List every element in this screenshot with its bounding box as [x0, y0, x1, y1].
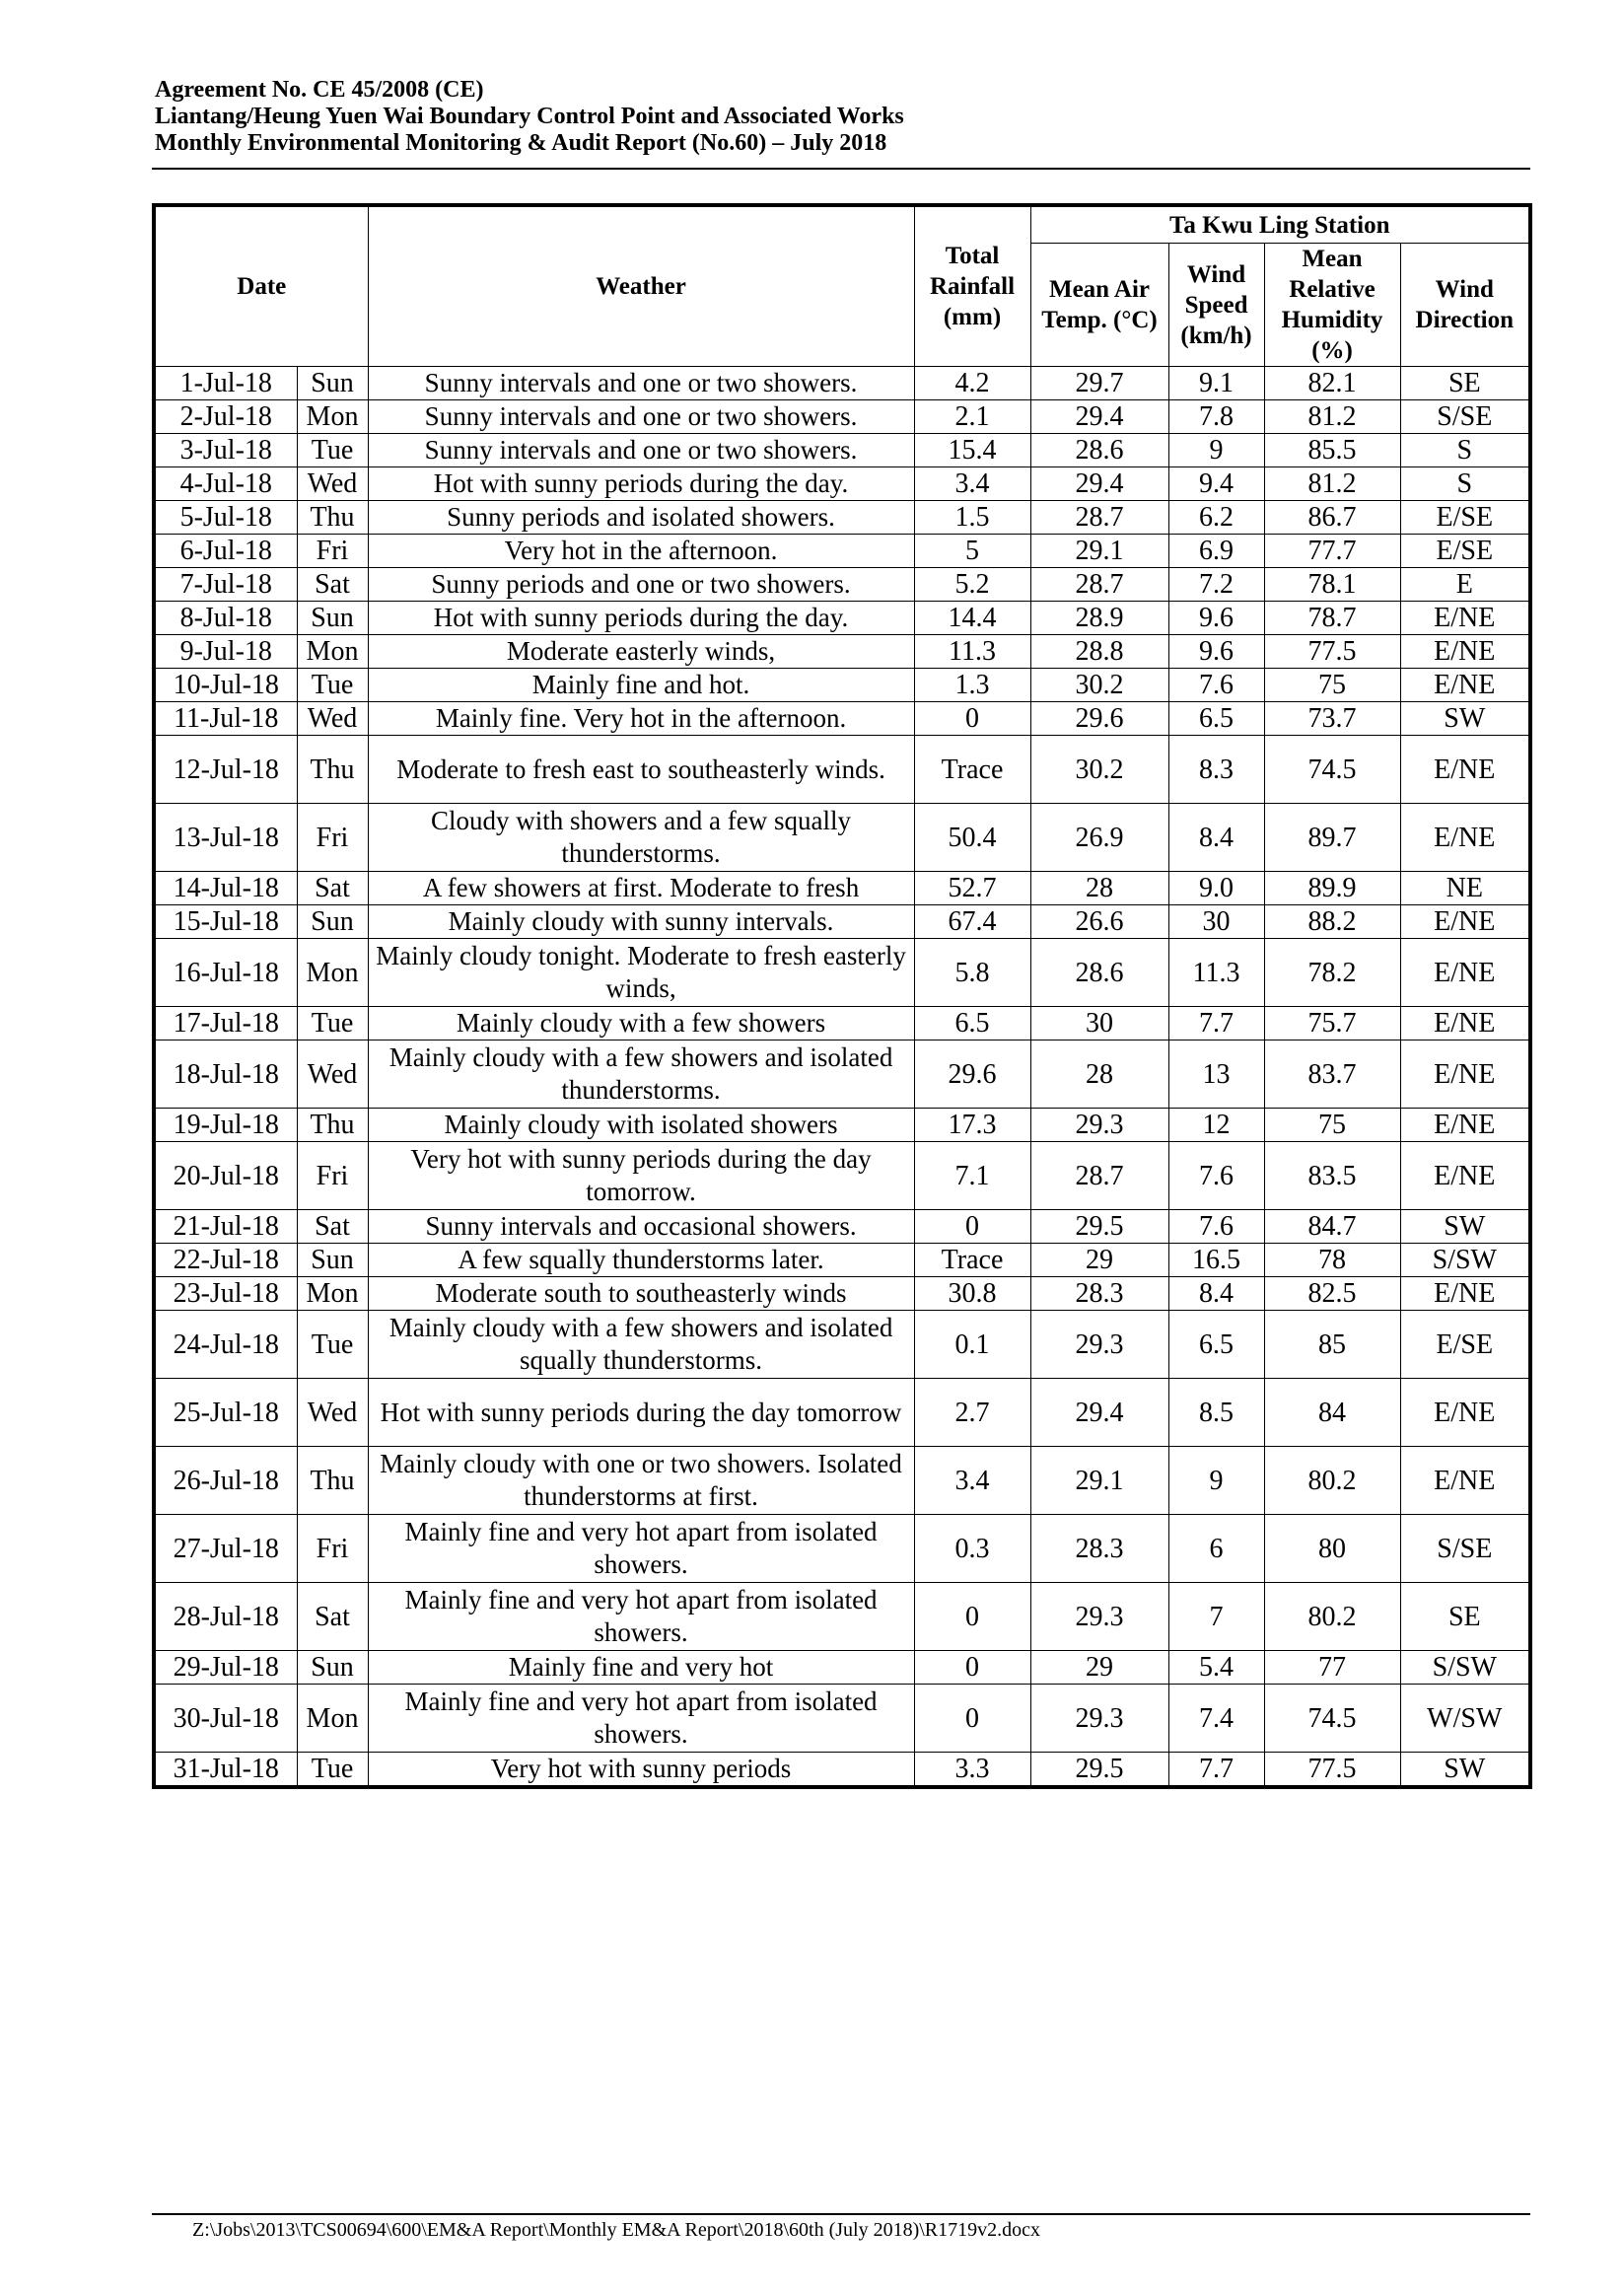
cell-temp: 29.3	[1030, 1685, 1168, 1753]
cell-wind-direction: E/NE	[1400, 635, 1530, 669]
cell-wind-direction: E/NE	[1400, 905, 1530, 939]
cell-humidity: 80	[1264, 1515, 1400, 1583]
cell-rainfall: 52.7	[914, 872, 1030, 905]
cell-wind-direction: S	[1400, 434, 1530, 467]
cell-wind-speed: 7.7	[1168, 1753, 1264, 1788]
cell-humidity: 86.7	[1264, 501, 1400, 535]
cell-humidity: 89.9	[1264, 872, 1400, 905]
table-row	[154, 568, 1530, 602]
cell-wind-direction: W/SW	[1400, 1685, 1530, 1753]
cell-day: Wed	[297, 467, 368, 501]
cell-humidity: 75	[1264, 669, 1400, 702]
cell-temp: 30.2	[1030, 736, 1168, 804]
cell-weather: Hot with sunny periods during the day.	[368, 602, 914, 635]
cell-wind-speed: 7.4	[1168, 1685, 1264, 1753]
cell-humidity: 83.5	[1264, 1142, 1400, 1210]
cell-temp: 29.4	[1030, 1379, 1168, 1447]
cell-wind-speed: 7.7	[1168, 1007, 1264, 1040]
cell-wind-speed: 12	[1168, 1109, 1264, 1142]
cell-day: Sun	[297, 367, 368, 400]
cell-day: Tue	[297, 434, 368, 467]
table-row	[154, 939, 1530, 1007]
cell-date: 30-Jul-18	[154, 1685, 297, 1753]
cell-humidity: 77.5	[1264, 1753, 1400, 1788]
cell-wind-direction: SW	[1400, 1210, 1530, 1244]
table-row	[154, 1583, 1530, 1651]
cell-rainfall: Trace	[914, 1244, 1030, 1277]
cell-humidity: 81.2	[1264, 467, 1400, 501]
table-row	[154, 602, 1530, 635]
header-station: Ta Kwu Ling Station	[1030, 205, 1530, 244]
agreement-number: Agreement No. CE 45/2008 (CE)	[155, 77, 484, 103]
cell-temp: 28.3	[1030, 1277, 1168, 1311]
cell-day: Tue	[297, 1753, 368, 1788]
table-row	[154, 535, 1530, 568]
cell-temp: 30	[1030, 1007, 1168, 1040]
cell-humidity: 75.7	[1264, 1007, 1400, 1040]
cell-weather: Mainly cloudy tonight. Moderate to fresh easterly winds,	[368, 939, 914, 1007]
cell-wind-speed: 7	[1168, 1583, 1264, 1651]
cell-weather: Moderate south to southeasterly winds	[368, 1277, 914, 1311]
cell-temp: 28.9	[1030, 602, 1168, 635]
cell-wind-direction: S/SW	[1400, 1651, 1530, 1685]
cell-humidity: 84.7	[1264, 1210, 1400, 1244]
cell-rainfall: 50.4	[914, 804, 1030, 872]
cell-wind-direction: E/NE	[1400, 1142, 1530, 1210]
table-row	[154, 804, 1530, 872]
header-date: Date	[154, 205, 368, 367]
cell-date: 24-Jul-18	[154, 1311, 297, 1379]
cell-date: 14-Jul-18	[154, 872, 297, 905]
cell-wind-direction: E/NE	[1400, 1447, 1530, 1515]
cell-wind-direction: SW	[1400, 702, 1530, 736]
cell-wind-speed: 7.2	[1168, 568, 1264, 602]
footer-rule	[152, 2213, 1530, 2215]
cell-wind-direction: E/NE	[1400, 1007, 1530, 1040]
cell-date: 6-Jul-18	[154, 535, 297, 568]
cell-weather: Very hot in the afternoon.	[368, 535, 914, 568]
table-row	[154, 669, 1530, 702]
cell-temp: 28.6	[1030, 939, 1168, 1007]
cell-temp: 29.1	[1030, 535, 1168, 568]
cell-date: 19-Jul-18	[154, 1109, 297, 1142]
cell-humidity: 78.1	[1264, 568, 1400, 602]
cell-wind-direction: S/SE	[1400, 400, 1530, 434]
cell-weather: Mainly fine. Very hot in the afternoon.	[368, 702, 914, 736]
cell-humidity: 77.5	[1264, 635, 1400, 669]
cell-date: 29-Jul-18	[154, 1651, 297, 1685]
header-humidity: Mean Relative Humidity (%)	[1264, 244, 1400, 367]
cell-rainfall: 17.3	[914, 1109, 1030, 1142]
cell-day: Sun	[297, 1651, 368, 1685]
cell-date: 4-Jul-18	[154, 467, 297, 501]
table-row	[154, 1515, 1530, 1583]
cell-temp: 29.3	[1030, 1311, 1168, 1379]
cell-day: Wed	[297, 1040, 368, 1109]
cell-wind-direction: S/SW	[1400, 1244, 1530, 1277]
cell-weather: Very hot with sunny periods during the day tomorrow.	[368, 1142, 914, 1210]
cell-wind-speed: 7.6	[1168, 1210, 1264, 1244]
cell-date: 20-Jul-18	[154, 1142, 297, 1210]
table-row	[154, 1244, 1530, 1277]
cell-weather: Mainly fine and very hot apart from isolated showers.	[368, 1515, 914, 1583]
cell-day: Wed	[297, 1379, 368, 1447]
cell-wind-direction: S	[1400, 467, 1530, 501]
cell-rainfall: 0.3	[914, 1515, 1030, 1583]
table-row	[154, 1651, 1530, 1685]
cell-temp: 29.5	[1030, 1210, 1168, 1244]
cell-wind-speed: 6	[1168, 1515, 1264, 1583]
cell-date: 3-Jul-18	[154, 434, 297, 467]
table-row	[154, 1379, 1530, 1447]
cell-temp: 28.8	[1030, 635, 1168, 669]
cell-weather: Mainly fine and hot.	[368, 669, 914, 702]
cell-temp: 30.2	[1030, 669, 1168, 702]
cell-date: 12-Jul-18	[154, 736, 297, 804]
cell-date: 1-Jul-18	[154, 367, 297, 400]
cell-day: Wed	[297, 702, 368, 736]
cell-humidity: 82.1	[1264, 367, 1400, 400]
cell-wind-direction: E/NE	[1400, 669, 1530, 702]
cell-weather: Mainly cloudy with isolated showers	[368, 1109, 914, 1142]
cell-wind-speed: 9	[1168, 434, 1264, 467]
cell-date: 11-Jul-18	[154, 702, 297, 736]
table-row	[154, 736, 1530, 804]
table-row	[154, 1040, 1530, 1109]
header-rule	[152, 168, 1530, 170]
cell-weather: Mainly cloudy with sunny intervals.	[368, 905, 914, 939]
cell-day: Sun	[297, 1244, 368, 1277]
cell-day: Sat	[297, 1210, 368, 1244]
cell-weather: Mainly fine and very hot	[368, 1651, 914, 1685]
cell-wind-direction: E/NE	[1400, 1040, 1530, 1109]
cell-rainfall: 0	[914, 1583, 1030, 1651]
cell-wind-direction: E/NE	[1400, 602, 1530, 635]
table-row	[154, 1753, 1530, 1788]
table-row	[154, 1447, 1530, 1515]
cell-wind-speed: 30	[1168, 905, 1264, 939]
cell-rainfall: 3.3	[914, 1753, 1030, 1788]
cell-wind-direction: E/NE	[1400, 939, 1530, 1007]
cell-temp: 28.7	[1030, 501, 1168, 535]
cell-humidity: 74.5	[1264, 1685, 1400, 1753]
cell-temp: 29.3	[1030, 1109, 1168, 1142]
cell-weather: Moderate easterly winds,	[368, 635, 914, 669]
cell-day: Mon	[297, 1277, 368, 1311]
table-row	[154, 872, 1530, 905]
cell-wind-speed: 6.5	[1168, 702, 1264, 736]
cell-wind-speed: 9.6	[1168, 602, 1264, 635]
weather-table-body	[154, 367, 1530, 1788]
cell-weather: Hot with sunny periods during the day.	[368, 467, 914, 501]
cell-temp: 28	[1030, 1040, 1168, 1109]
cell-day: Fri	[297, 1142, 368, 1210]
cell-rainfall: 0	[914, 1210, 1030, 1244]
cell-humidity: 80.2	[1264, 1447, 1400, 1515]
cell-rainfall: 5	[914, 535, 1030, 568]
cell-humidity: 78.2	[1264, 939, 1400, 1007]
cell-humidity: 84	[1264, 1379, 1400, 1447]
cell-weather: Very hot with sunny periods	[368, 1753, 914, 1788]
cell-date: 28-Jul-18	[154, 1583, 297, 1651]
file-path: Z:\Jobs\2013\TCS00694\600\EM&A Report\Monthly EM&A Report\2018\60th (July 2018)\R1719v2.docx	[192, 2219, 1041, 2241]
cell-wind-speed: 8.3	[1168, 736, 1264, 804]
cell-wind-direction: E/NE	[1400, 1379, 1530, 1447]
cell-temp: 29.4	[1030, 467, 1168, 501]
header-temp: Mean Air Temp. (°C)	[1030, 244, 1168, 367]
cell-date: 16-Jul-18	[154, 939, 297, 1007]
cell-rainfall: 1.5	[914, 501, 1030, 535]
cell-wind-direction: SE	[1400, 1583, 1530, 1651]
table-row	[154, 467, 1530, 501]
cell-day: Thu	[297, 1109, 368, 1142]
cell-temp: 28.6	[1030, 434, 1168, 467]
cell-temp: 29.7	[1030, 367, 1168, 400]
cell-rainfall: 67.4	[914, 905, 1030, 939]
cell-wind-speed: 9.4	[1168, 467, 1264, 501]
cell-wind-direction: NE	[1400, 872, 1530, 905]
cell-temp: 29.4	[1030, 400, 1168, 434]
cell-wind-direction: S/SE	[1400, 1515, 1530, 1583]
cell-weather: Sunny periods and one or two showers.	[368, 568, 914, 602]
cell-wind-direction: SE	[1400, 367, 1530, 400]
table-row	[154, 905, 1530, 939]
table-row	[154, 400, 1530, 434]
cell-humidity: 89.7	[1264, 804, 1400, 872]
cell-rainfall: 3.4	[914, 467, 1030, 501]
cell-wind-speed: 9.1	[1168, 367, 1264, 400]
table-row	[154, 1142, 1530, 1210]
cell-weather: Mainly cloudy with one or two showers. Isolated thunderstorms at first.	[368, 1447, 914, 1515]
cell-rainfall: 29.6	[914, 1040, 1030, 1109]
cell-wind-speed: 7.8	[1168, 400, 1264, 434]
table-row	[154, 1210, 1530, 1244]
cell-rainfall: 0	[914, 1651, 1030, 1685]
table-row	[154, 702, 1530, 736]
cell-weather: Mainly cloudy with a few showers and isolated squally thunderstorms.	[368, 1311, 914, 1379]
cell-day: Sat	[297, 568, 368, 602]
cell-temp: 29.1	[1030, 1447, 1168, 1515]
cell-weather: Sunny intervals and one or two showers.	[368, 400, 914, 434]
cell-humidity: 74.5	[1264, 736, 1400, 804]
cell-humidity: 88.2	[1264, 905, 1400, 939]
weather-table	[152, 203, 1532, 1789]
cell-temp: 28.7	[1030, 1142, 1168, 1210]
cell-day: Sun	[297, 905, 368, 939]
cell-temp: 29.5	[1030, 1753, 1168, 1788]
cell-day: Tue	[297, 1007, 368, 1040]
cell-date: 26-Jul-18	[154, 1447, 297, 1515]
cell-day: Mon	[297, 939, 368, 1007]
table-row	[154, 367, 1530, 400]
cell-wind-speed: 9	[1168, 1447, 1264, 1515]
cell-date: 21-Jul-18	[154, 1210, 297, 1244]
cell-weather: Moderate to fresh east to southeasterly winds.	[368, 736, 914, 804]
cell-temp: 29.6	[1030, 702, 1168, 736]
cell-rainfall: 4.2	[914, 367, 1030, 400]
cell-temp: 29.3	[1030, 1583, 1168, 1651]
cell-day: Thu	[297, 501, 368, 535]
cell-day: Fri	[297, 1515, 368, 1583]
cell-rainfall: 1.3	[914, 669, 1030, 702]
cell-temp: 26.6	[1030, 905, 1168, 939]
cell-day: Thu	[297, 1447, 368, 1515]
cell-temp: 29	[1030, 1244, 1168, 1277]
project-title: Liantang/Heung Yuen Wai Boundary Control Point and Associated Works	[155, 104, 904, 129]
cell-humidity: 85	[1264, 1311, 1400, 1379]
cell-wind-direction: E/SE	[1400, 501, 1530, 535]
cell-weather: Sunny periods and isolated showers.	[368, 501, 914, 535]
table-row	[154, 1277, 1530, 1311]
document-header	[155, 77, 1530, 157]
cell-wind-speed: 9.6	[1168, 635, 1264, 669]
cell-rainfall: 15.4	[914, 434, 1030, 467]
cell-wind-speed: 16.5	[1168, 1244, 1264, 1277]
cell-wind-speed: 11.3	[1168, 939, 1264, 1007]
cell-wind-speed: 9.0	[1168, 872, 1264, 905]
cell-date: 31-Jul-18	[154, 1753, 297, 1788]
cell-wind-direction: E	[1400, 568, 1530, 602]
cell-weather: Sunny intervals and one or two showers.	[368, 434, 914, 467]
cell-day: Sat	[297, 1583, 368, 1651]
cell-wind-speed: 6.5	[1168, 1311, 1264, 1379]
cell-humidity: 78	[1264, 1244, 1400, 1277]
cell-rainfall: 0	[914, 1685, 1030, 1753]
table-row	[154, 1685, 1530, 1753]
cell-rainfall: 14.4	[914, 602, 1030, 635]
cell-weather: Mainly fine and very hot apart from isolated showers.	[368, 1685, 914, 1753]
cell-wind-direction: SW	[1400, 1753, 1530, 1788]
cell-wind-speed: 6.2	[1168, 501, 1264, 535]
cell-temp: 28.7	[1030, 568, 1168, 602]
cell-wind-direction: E/NE	[1400, 1109, 1530, 1142]
cell-rainfall: 3.4	[914, 1447, 1030, 1515]
cell-wind-speed: 8.4	[1168, 1277, 1264, 1311]
header-wind-direction: Wind Direction	[1400, 244, 1530, 367]
cell-date: 10-Jul-18	[154, 669, 297, 702]
header-wind-speed: Wind Speed (km/h)	[1168, 244, 1264, 367]
cell-day: Thu	[297, 736, 368, 804]
table-row	[154, 501, 1530, 535]
cell-day: Mon	[297, 1685, 368, 1753]
cell-date: 27-Jul-18	[154, 1515, 297, 1583]
cell-wind-direction: E/NE	[1400, 804, 1530, 872]
cell-temp: 28.3	[1030, 1515, 1168, 1583]
cell-rainfall: 7.1	[914, 1142, 1030, 1210]
cell-weather: Cloudy with showers and a few squally thunderstorms.	[368, 804, 914, 872]
cell-rainfall: 6.5	[914, 1007, 1030, 1040]
cell-day: Mon	[297, 635, 368, 669]
cell-humidity: 77.7	[1264, 535, 1400, 568]
cell-date: 17-Jul-18	[154, 1007, 297, 1040]
cell-temp: 28	[1030, 872, 1168, 905]
cell-weather: A few squally thunderstorms later.	[368, 1244, 914, 1277]
cell-date: 5-Jul-18	[154, 501, 297, 535]
cell-weather: Hot with sunny periods during the day tomorrow	[368, 1379, 914, 1447]
table-row	[154, 1109, 1530, 1142]
cell-day: Tue	[297, 669, 368, 702]
cell-humidity: 73.7	[1264, 702, 1400, 736]
report-title: Monthly Environmental Monitoring & Audit Report (No.60) – July 2018	[155, 130, 887, 156]
cell-rainfall: 0	[914, 702, 1030, 736]
cell-humidity: 80.2	[1264, 1583, 1400, 1651]
cell-weather: Sunny intervals and occasional showers.	[368, 1210, 914, 1244]
cell-wind-speed: 13	[1168, 1040, 1264, 1109]
cell-weather: A few showers at first. Moderate to fresh	[368, 872, 914, 905]
cell-temp: 26.9	[1030, 804, 1168, 872]
cell-date: 22-Jul-18	[154, 1244, 297, 1277]
header-weather: Weather	[368, 205, 914, 367]
cell-humidity: 81.2	[1264, 400, 1400, 434]
cell-humidity: 77	[1264, 1651, 1400, 1685]
cell-wind-direction: E/SE	[1400, 1311, 1530, 1379]
cell-rainfall: 2.7	[914, 1379, 1030, 1447]
cell-humidity: 78.7	[1264, 602, 1400, 635]
cell-wind-speed: 7.6	[1168, 669, 1264, 702]
cell-wind-direction: E/NE	[1400, 736, 1530, 804]
cell-date: 13-Jul-18	[154, 804, 297, 872]
cell-rainfall: Trace	[914, 736, 1030, 804]
table-row	[154, 1311, 1530, 1379]
cell-day: Tue	[297, 1311, 368, 1379]
cell-weather: Mainly cloudy with a few showers and isolated thunderstorms.	[368, 1040, 914, 1109]
cell-day: Fri	[297, 535, 368, 568]
cell-wind-speed: 5.4	[1168, 1651, 1264, 1685]
table-row	[154, 1007, 1530, 1040]
cell-weather: Sunny intervals and one or two showers.	[368, 367, 914, 400]
cell-day: Sun	[297, 602, 368, 635]
cell-date: 23-Jul-18	[154, 1277, 297, 1311]
table-row	[154, 635, 1530, 669]
cell-temp: 29	[1030, 1651, 1168, 1685]
cell-day: Fri	[297, 804, 368, 872]
cell-wind-speed: 8.5	[1168, 1379, 1264, 1447]
cell-wind-speed: 6.9	[1168, 535, 1264, 568]
cell-rainfall: 0.1	[914, 1311, 1030, 1379]
cell-wind-direction: E/SE	[1400, 535, 1530, 568]
cell-humidity: 83.7	[1264, 1040, 1400, 1109]
cell-wind-direction: E/NE	[1400, 1277, 1530, 1311]
cell-date: 9-Jul-18	[154, 635, 297, 669]
cell-day: Mon	[297, 400, 368, 434]
cell-rainfall: 5.2	[914, 568, 1030, 602]
cell-wind-speed: 8.4	[1168, 804, 1264, 872]
cell-date: 15-Jul-18	[154, 905, 297, 939]
cell-date: 25-Jul-18	[154, 1379, 297, 1447]
table-row	[154, 434, 1530, 467]
cell-rainfall: 11.3	[914, 635, 1030, 669]
cell-rainfall: 5.8	[914, 939, 1030, 1007]
cell-date: 2-Jul-18	[154, 400, 297, 434]
header-rainfall: Total Rainfall (mm)	[914, 205, 1030, 367]
cell-weather: Mainly fine and very hot apart from isolated showers.	[368, 1583, 914, 1651]
cell-rainfall: 2.1	[914, 400, 1030, 434]
cell-date: 8-Jul-18	[154, 602, 297, 635]
cell-rainfall: 30.8	[914, 1277, 1030, 1311]
cell-day: Sat	[297, 872, 368, 905]
cell-humidity: 85.5	[1264, 434, 1400, 467]
cell-date: 7-Jul-18	[154, 568, 297, 602]
cell-weather: Mainly cloudy with a few showers	[368, 1007, 914, 1040]
cell-date: 18-Jul-18	[154, 1040, 297, 1109]
cell-humidity: 82.5	[1264, 1277, 1400, 1311]
cell-humidity: 75	[1264, 1109, 1400, 1142]
cell-wind-speed: 7.6	[1168, 1142, 1264, 1210]
